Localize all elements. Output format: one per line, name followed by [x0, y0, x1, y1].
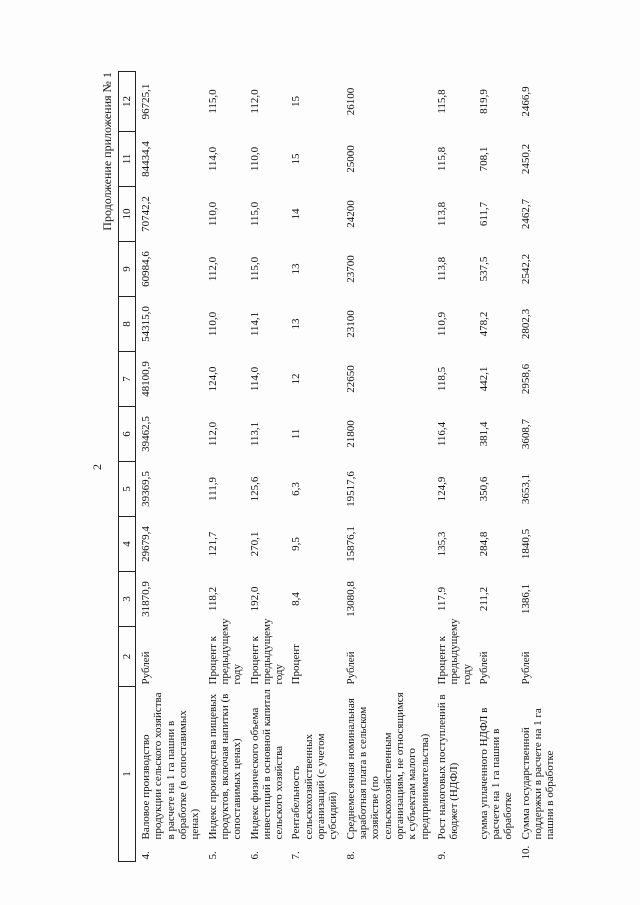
value-cell: 113,8 — [435, 256, 448, 282]
row-number: 9. — [435, 851, 448, 860]
value-cell: 13 — [290, 318, 303, 330]
table-row — [343, 72, 434, 862]
value-cell: 31870,9 — [140, 581, 152, 617]
value-cell: 2542,2 — [519, 253, 532, 285]
value-cell: 23700 — [344, 255, 357, 283]
value-cell: 3608,7 — [519, 418, 532, 450]
indicator-name: Рентабельность сельскохозяйственных организаций (с учетом субсидий) — [290, 733, 340, 840]
value-cell: 478,2 — [477, 311, 490, 337]
value-cell: 284,8 — [477, 531, 490, 557]
row-number: 4. — [140, 851, 152, 860]
row-number: 10. — [519, 845, 532, 860]
row-number: 7. — [290, 851, 303, 860]
value-cell: 25000 — [344, 145, 357, 173]
unit-cell: Процент к предыдущему году — [435, 618, 473, 685]
value-cell: 115,0 — [206, 89, 219, 114]
indicator-name: Рост налоговых поступлений в бюджет (НДФЛ) — [435, 694, 461, 840]
value-cell: 2462,7 — [519, 198, 532, 230]
indicator-cell — [288, 687, 342, 862]
value-cell: 113,8 — [435, 201, 448, 227]
page-number: 2 — [90, 464, 104, 470]
column-header-7: 7 — [119, 352, 136, 407]
value-cell: 26100 — [344, 87, 357, 116]
value-cell: 112,0 — [206, 421, 219, 447]
value-cell: 2802,3 — [519, 308, 532, 340]
indicators-table — [118, 71, 560, 862]
indicator-cell — [518, 687, 560, 862]
value-cell: 117,9 — [435, 586, 448, 612]
column-header-2: 2 — [119, 627, 136, 687]
table-row — [205, 72, 247, 862]
value-cell: 110,0 — [206, 201, 219, 227]
value-cell: 115,8 — [435, 146, 448, 172]
column-header-6: 6 — [119, 407, 136, 462]
value-cell: 442,1 — [477, 366, 490, 392]
row-number: 6. — [248, 851, 261, 860]
value-cell: 12 — [290, 373, 303, 385]
value-cell: 3653,1 — [519, 473, 532, 505]
value-cell: 110,0 — [206, 311, 219, 337]
indicator-name: Индекс физического объема инвестиций в основной капитал сельского хозяйства — [248, 689, 286, 840]
column-header-5: 5 — [119, 462, 136, 517]
value-cell: 9,5 — [290, 537, 303, 551]
value-cell: 13 — [290, 263, 303, 275]
value-cell: 21800 — [344, 420, 357, 448]
value-cell: 19517,6 — [344, 471, 357, 507]
value-cell: 6,3 — [290, 482, 303, 496]
value-cell: 114,1 — [248, 311, 261, 337]
indicator-name: сумма уплаченного НДФЛ в расчете на 1 га пашни в обработке — [477, 707, 515, 840]
column-header-12: 12 — [119, 72, 136, 132]
indicator-cell — [434, 687, 476, 862]
value-cell: 22650 — [344, 365, 357, 393]
value-cell: 118,5 — [435, 366, 448, 392]
unit-cell: Рублей — [477, 651, 490, 685]
unit-cell: Процент к предыдущему году — [248, 618, 286, 685]
value-cell: 11 — [290, 428, 303, 440]
value-cell: 124,9 — [435, 476, 448, 502]
value-cell: 15876,1 — [344, 526, 357, 562]
value-cell: 115,8 — [435, 89, 448, 114]
value-cell: 192,0 — [248, 586, 261, 612]
value-cell: 23100 — [344, 310, 357, 338]
value-cell: 114,0 — [206, 146, 219, 172]
value-cell: 110,0 — [248, 146, 261, 172]
column-header-row — [119, 72, 136, 862]
value-cell: 381,4 — [477, 421, 490, 447]
value-cell: 118,2 — [206, 586, 219, 612]
unit-cell: Рублей — [140, 651, 152, 685]
value-cell: 14 — [290, 208, 303, 220]
value-cell: 115,0 — [248, 256, 261, 282]
indicator-name: Индекс производства пищевых продуктов, включая напитки (в сопоставимых ценах) — [206, 693, 244, 840]
value-cell: 8,4 — [290, 592, 303, 606]
table-row — [434, 72, 476, 862]
value-cell: 13080,8 — [344, 581, 357, 617]
indicator-name: Валовое производство продукции сельского хозяйства в расчете на 1 га пашни в обработке (в сопоставимых ценах) — [140, 692, 202, 840]
value-cell: 819,9 — [477, 89, 490, 114]
value-cell: 708,1 — [477, 146, 490, 172]
value-cell: 114,0 — [248, 366, 261, 392]
column-header-11: 11 — [119, 132, 136, 187]
value-cell: 1386,1 — [519, 583, 532, 615]
column-header-1: 1 — [119, 687, 136, 862]
value-cell: 15 — [290, 153, 303, 165]
value-cell: 110,9 — [435, 311, 448, 337]
table-row — [247, 72, 289, 862]
row-number — [478, 844, 515, 860]
value-cell: 24200 — [344, 200, 357, 228]
value-cell: 60984,6 — [140, 251, 152, 287]
value-cell: 537,5 — [477, 256, 490, 282]
value-cell: 121,7 — [206, 531, 219, 557]
value-cell: 115,0 — [248, 201, 261, 227]
value-cell: 116,4 — [435, 421, 448, 447]
unit-cell: Рублей — [344, 651, 357, 685]
value-cell: 2450,2 — [519, 143, 532, 175]
indicator-cell — [343, 687, 434, 862]
value-cell: 39369,5 — [140, 471, 152, 507]
rotated-page-content — [90, 72, 610, 862]
value-cell: 1840,5 — [519, 528, 532, 560]
indicator-cell — [247, 687, 289, 862]
continuation-note: Продолжение приложения № 1 — [100, 72, 114, 231]
value-cell: 54315,0 — [140, 306, 152, 342]
indicator-cell — [476, 687, 518, 862]
column-header-3: 3 — [119, 572, 136, 627]
indicator-cell — [136, 687, 205, 862]
value-cell: 135,3 — [435, 531, 448, 557]
value-cell: 350,6 — [477, 476, 490, 502]
column-header-8: 8 — [119, 297, 136, 352]
value-cell: 113,1 — [248, 421, 261, 447]
value-cell: 111,9 — [206, 477, 219, 501]
value-cell: 70742,2 — [140, 196, 152, 232]
column-header-9: 9 — [119, 242, 136, 297]
value-cell: 84434,4 — [140, 141, 152, 177]
table-row — [136, 72, 205, 862]
table-body — [136, 72, 560, 862]
column-header-4: 4 — [119, 517, 136, 572]
column-header-10: 10 — [119, 187, 136, 242]
value-cell: 39462,5 — [140, 416, 152, 452]
value-cell: 48100,9 — [140, 361, 152, 397]
value-cell: 270,1 — [248, 531, 261, 557]
value-cell: 125,6 — [248, 476, 261, 502]
unit-cell: Процент к предыдущему году — [206, 618, 244, 685]
value-cell: 15 — [290, 96, 303, 107]
table-row — [288, 72, 342, 862]
indicator-name: Сумма государственной поддержки в расчете на 1 га пашни в обработке — [519, 708, 557, 840]
unit-cell: Процент — [290, 644, 303, 685]
table-row — [518, 72, 560, 862]
value-cell: 2958,6 — [519, 363, 532, 395]
value-cell: 211,2 — [477, 586, 490, 612]
unit-cell: Рублей — [519, 651, 532, 685]
value-cell: 2466,9 — [519, 86, 532, 117]
row-number: 8. — [344, 851, 357, 860]
table-row — [476, 72, 518, 862]
value-cell: 112,0 — [248, 89, 261, 114]
value-cell: 29679,4 — [140, 526, 152, 562]
indicator-cell — [205, 687, 247, 862]
value-cell: 96725,1 — [140, 83, 152, 120]
indicator-name: Среднемесячная номинальная заработная плата в сельском хозяйстве (по сельскохозяйственным организациям, не относящимся к субъектам малого предпринимательства) — [344, 692, 431, 840]
value-cell: 112,0 — [206, 256, 219, 282]
row-number: 5. — [206, 851, 219, 860]
value-cell: 611,7 — [477, 201, 490, 227]
value-cell: 124,0 — [206, 366, 219, 392]
